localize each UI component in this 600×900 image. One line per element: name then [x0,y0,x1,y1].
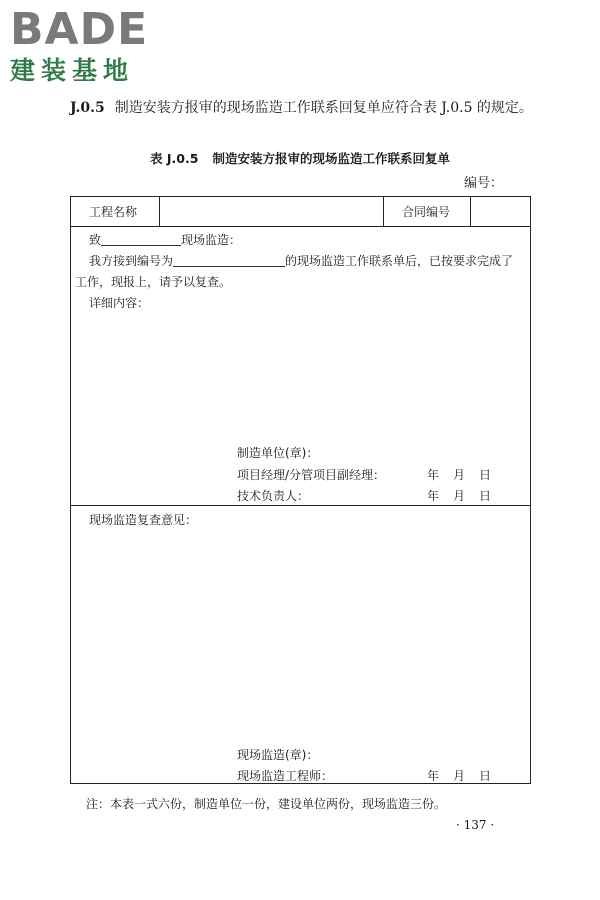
logo-tagline: 建装基地 [10,56,135,85]
divider [470,197,471,226]
supervision-stamp-label: 现场监造(章)： [237,748,319,762]
review-opinion-label: 现场监造复查意见： [89,513,198,527]
supervisor-engineer-label: 现场监造工程师： [237,769,334,783]
table-footnote: 注：本表一式六份，制造单位一份，建设单位两份，现场监造三份。 [86,797,447,811]
to-prefix: 致 [89,233,102,247]
project-manager-label: 项目经理/分管项目副经理： [237,468,386,482]
clause-paragraph [70,96,540,120]
section-divider [71,505,530,506]
supervisor-date [427,767,491,784]
contact-no-blank [173,254,285,267]
reply-suffix: 的现场监造工作联系单后，已按要求完成了 [285,254,514,268]
bade-logo [8,6,178,92]
date-day: 日 [479,769,492,783]
project-name-label: 工程名称 [89,205,138,219]
divider [383,197,384,226]
tech-lead-date [427,487,491,504]
reply-line-1 [89,252,513,269]
clause-number: J.0.5 [70,100,105,116]
reply-form [70,196,531,784]
reply-prefix: 我方接到编号为 [89,254,174,268]
serial-number-label: 编号： [464,176,504,191]
details-label: 详细内容： [89,296,150,310]
table-caption-number: 表 J.0.5 [150,151,199,166]
tech-lead-label: 技术负责人： [237,489,310,503]
date-month: 月 [453,468,466,482]
date-year: 年 [427,489,440,503]
date-month: 月 [453,769,466,783]
date-year: 年 [427,468,440,482]
date-day: 日 [479,489,492,503]
addressee-line [89,231,241,248]
reply-line-2: 工作，现报上，请予以复查。 [75,275,232,289]
form-header-row [71,197,530,227]
table-caption-title: 制造安装方报审的现场监造工作联系回复单 [212,151,450,166]
addressee-blank [101,233,181,246]
divider [159,197,160,226]
maker-unit-label: 制造单位(章)： [237,446,319,460]
date-month: 月 [453,489,466,503]
logo-brand: BADE [10,4,149,55]
clause-text: 制造安装方报审的现场监造工作联系回复单应符合表 J.0.5 的规定。 [114,100,533,116]
pm-date [427,466,491,483]
table-caption [0,149,600,167]
page-number: · 137 · [456,818,495,832]
date-year: 年 [427,769,440,783]
contract-no-label: 合同编号 [402,205,451,219]
to-suffix: 现场监造： [181,233,242,247]
date-day: 日 [479,468,492,482]
